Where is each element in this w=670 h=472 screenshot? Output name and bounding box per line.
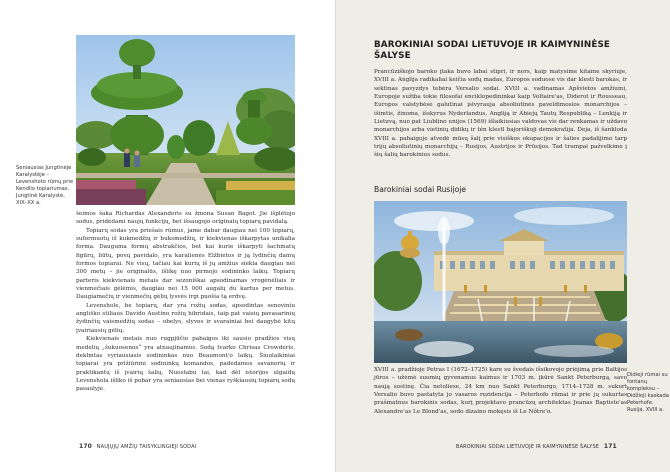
page-number: 170: [79, 443, 92, 450]
peterhof-photo-caption: Didieji rūmai su fontanų kompleksu – Didžioji kaskada Peterhofe. Rusija, XVIII a.: [627, 372, 669, 413]
right-body-text-2: [374, 366, 627, 416]
left-body-text: [76, 210, 295, 394]
paragraph: Levenshole, be topiarų, dar yra rožių sodas, apsodintas senoviniu angliško stiliaus Davido Austino rožių hibridais, taip pat vaisių pavasarinių žydinčių vaismedžių sodas – obelys, slyvos ir svarainiai bei daugybė kitų įvairiausių gėlių.: [76, 302, 295, 334]
running-title: BAROKINIAI SODAI LIETUVOJE IR KAIMYNINĖSE ŠALYSE: [456, 444, 600, 450]
paragraph: XVIII a. pradžioje Petras I (1672–1725) kare su švedais išsikovojo priėjimą prie Baltijos jūros – užėmė suomių gyvenamus kaimus ir 1703 m. įkūrė Sankt Peterburgą, savo naują sostinę. Čia netoliese, 24 km nuo Sankt Peterburgo, 1714–1728 m. sukurt Versalio buvo pastatyta jo vasaros rezidencija – Peterhofo rūmai ir prie jų sukurtas prašmatnus barokinis sodas, kurį projektavo prancūzų architektas Jeanas Baptiste'as Alexandre'as Le Blond'as, sodo dizaino mokęsis iš Le Nôtre'o.: [374, 367, 627, 415]
paragraph: Kiekvienais metais nuo rugpjūčio pabaigos iki sausio pradžios visų medelių „šukuosenos“ yra atnaujinamos. Sodą tvarko Chrisas Crowderis, deklmtas vyriausiasis sodininkas nuo Beaumont'o laikų. Šiuolaikiniai topiarai yra prižiūrimi sodininkų komandos, padedamos savanorių ir praktikantų iš įvairių šalių. Nuostabu tai, kad dėl istorijos ulgaidų Levenshola išliko iš pobar yra seniausias bei vienas ryškiausių topiarų sodų pasaulyje.: [76, 336, 295, 393]
chapter-heading: BAROKINIAI SODAI LIETUVOJE IR KAIMYNINĖSE ŠALYSE: [374, 40, 610, 61]
section-subheading: Barokiniai sodai Rusijoje: [374, 185, 467, 194]
peterhof-photo: [374, 201, 627, 363]
right-page-footer: [456, 443, 620, 450]
paragraph: šeimos šaka Richardas Alexanderis su žmona Susan Bagot. Jie išplėtojo sodus, pridėdami naujų funkcijų, bet išsaugojo originalų topiarų pavidalą.: [76, 211, 295, 226]
topiary-garden-illustration: [76, 35, 295, 205]
running-title: NAUJŲJŲ AMŽIŲ TAISYKLINGIEJI SODAI: [96, 444, 197, 450]
page-number: 171: [603, 443, 617, 450]
left-page-footer: [76, 443, 196, 450]
paragraph: Prancūziškojo baroko įtaka buvo labai stipri, ir nors, kaip matysime kitame skyriuje, XVIII a. Anglija radikaliai keičia sodų madas, Europos soduose vis dar klesti barokas, ir sektinas pavyzdys tebėra Versalio sodai. XVIII a. vadinamas Apšvietos amžiumi, Europoje sužiba tokie filosofai enciklopedininkai kaip Voltaire'as, Diderot ir Rousseau, Europos valstybėse galutinai įsivyrauja absoliutinės paveldimosios monarchijos – išimtis, žinoma, išskyrus Nyderlandus, Angliją ir Abiejų Tautų Respubliką – Lenkiją ir Lietuvą, nuo pat Liublino unijos (1569) išlaikiusias valdovas vis dar renkamas ir uždavo monarchijos arba vietinių didikų ir tėn klestl bajoriškoji demokratija. Deja, iš šankloda XVIII a. pabaigoje atvedė mūsų šalį prie visiškos okupacijos ir šalies padalijimo tarp trijų absoliutinių monarchijų – Rusijos, Austrijos ir Prūsijos. Tad trumpai pažvelkime į šių šalių barokinius sodus.: [374, 69, 627, 159]
topiary-garden-photo: [76, 35, 295, 205]
paragraph: Topiarų sodas yra priešais rūmus, jame dabar daugiau nei 100 topiarų, suformuotų iš kukmedžių ir buksmedžių, ir kiekvienas iškarpytas unikalia forma. Dauguma formų abstrakčios, bet kai kurie iškarpyti šachmatų figūrų, liūtų, povų pavidalo, yra karalienės Elžbietos ir ją lydinčių damų formos topiarai. Ne visų, tačiau kai kurių iš jų amžius siekia daugiau nei 300 metų – jie originalūs, išlikę nuo pirmojo sodininko laikų. Topiarų parteris kiekvienais metais dar sezoniškai apsodinamas vrogėnėliais ir vienmečiais gėlėmis, daugiau nei 15 000 augalų du kartus per metus. Daugiamečių ir vienmečių gėlių lysvės irgi puošia tą erdvę.: [76, 227, 295, 301]
topiary-photo-caption: Seniausias Jungtinėje Karalystėje – Levenshoto rūmų prie Kendlio topiariumas. Jungtinė Karalystė, XIX–XX a.: [16, 165, 74, 206]
peterhof-illustration: [374, 201, 627, 363]
right-body-text: [374, 68, 627, 160]
